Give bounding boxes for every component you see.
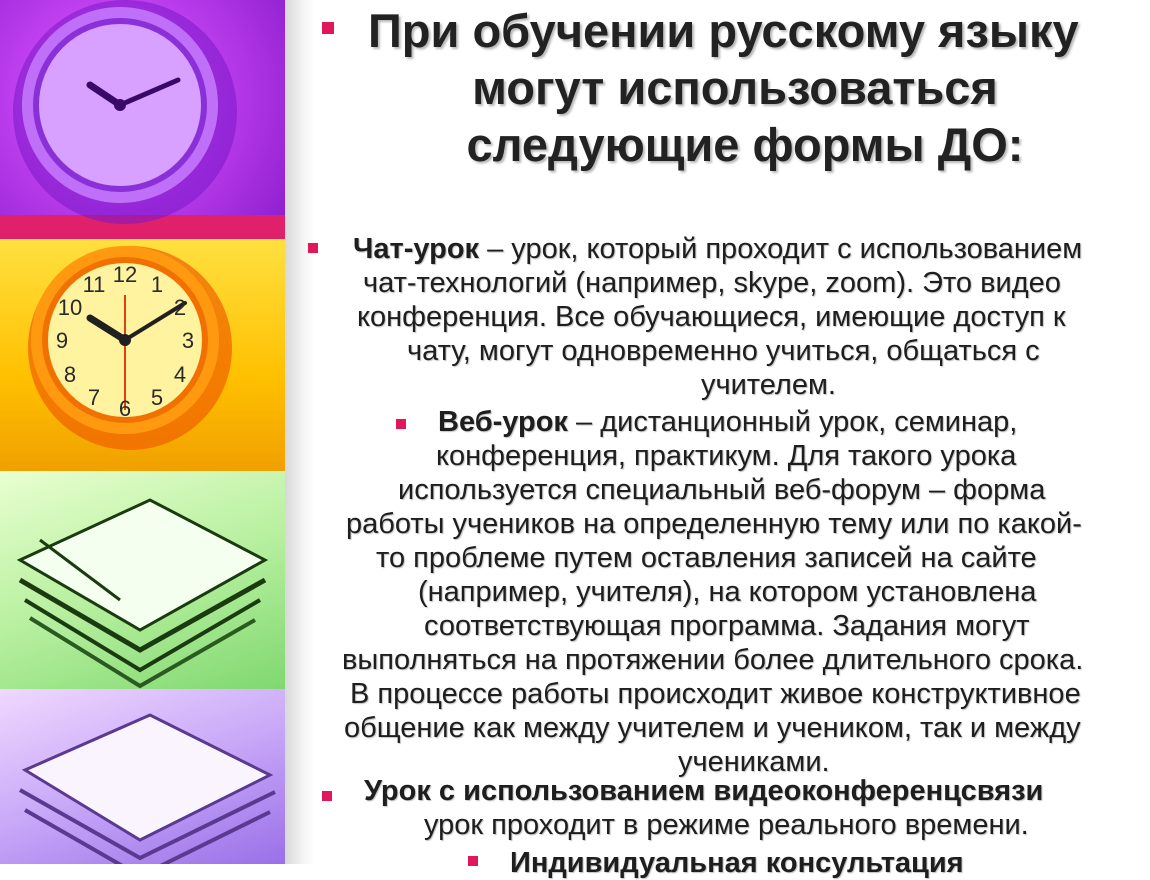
green-books-icon: [20, 500, 265, 686]
item-text-line: конференция. Все обучающиеся, имеющие доступ к: [357, 301, 1066, 333]
yellow-clock-icon: [28, 246, 232, 450]
item-term: Индивидуальная консультация: [510, 847, 964, 879]
item-text-line: учителем.: [701, 369, 836, 401]
clock-number: 11: [82, 272, 106, 297]
item-web-lesson: [340, 405, 1150, 779]
item-chat-lesson: [345, 232, 1150, 402]
item-text-line: (например, учителя), на котором установлена: [418, 576, 1037, 608]
clock-num-12: 12: [112, 262, 138, 287]
clock-number: 3: [181, 328, 195, 353]
item-text-line: В процессе работы происходит живое конструктивное: [350, 678, 1081, 710]
title-line-3: следующие формы ДО:: [466, 118, 1024, 171]
item-text-line: выполняться на протяжении более длительного срока.: [342, 644, 1084, 676]
clock-number: 10: [57, 295, 83, 320]
title-line-2: могут использоваться: [472, 61, 998, 114]
item-text-line: – дистанционный урок, семинар,: [567, 406, 1018, 438]
item-text-line: то проблеме путем оставления записей на сайте: [376, 542, 1037, 574]
item-text-line: чату, могут одновременно учиться, общаться с: [407, 335, 1040, 367]
item-text-line: конференция, практикум. Для такого урока: [436, 440, 1017, 472]
item-text-line: – урок, который проходит с использованием: [479, 233, 1083, 265]
title-bullet-icon: [322, 22, 334, 34]
clock-number: 8: [63, 362, 77, 387]
item-text-line: используется специальный веб-форум – форма: [398, 474, 1046, 506]
item-text-line: учениками.: [678, 746, 830, 778]
item-bullet-icon: [308, 243, 318, 253]
decor-illustrations: [0, 0, 285, 864]
item-term: Чат-урок: [353, 233, 480, 265]
clock-number: 7: [87, 385, 101, 410]
item-individual-consultation: [510, 846, 1110, 880]
item-bullet-icon: [322, 791, 332, 801]
item-text-line: соответствующая программа. Задания могут: [424, 610, 1030, 642]
clock-number: 5: [150, 385, 164, 410]
decorative-image-strip: [0, 0, 285, 864]
clock-number: 2: [173, 295, 187, 320]
item-term: Урок с использованием видеоконференцсвязи: [364, 775, 1044, 807]
item-text-line: работы учеников на определенную тему или по какой-: [346, 508, 1082, 540]
purple-clock-icon: [13, 0, 237, 224]
item-bullet-icon: [468, 856, 478, 866]
slide-title: [360, 2, 1150, 173]
item-text-line: общение как между учителем и учеником, так и между: [344, 712, 1081, 744]
clock-number: 4: [173, 362, 187, 387]
item-text-line: урок проходит в режиме реального времени.: [424, 809, 1029, 841]
title-line-1: При обучении русскому языку: [368, 4, 1079, 57]
item-videoconf-lesson: [364, 774, 1150, 842]
item-text-line: чат-технологий (например, skype, zoom). Это видео: [363, 267, 1061, 299]
clock-number: 1: [150, 272, 164, 297]
item-term: Веб-урок: [438, 406, 568, 438]
lilac-books-icon: [20, 715, 275, 864]
clock-number: 6: [118, 396, 132, 421]
clock-number: 9: [55, 328, 69, 353]
